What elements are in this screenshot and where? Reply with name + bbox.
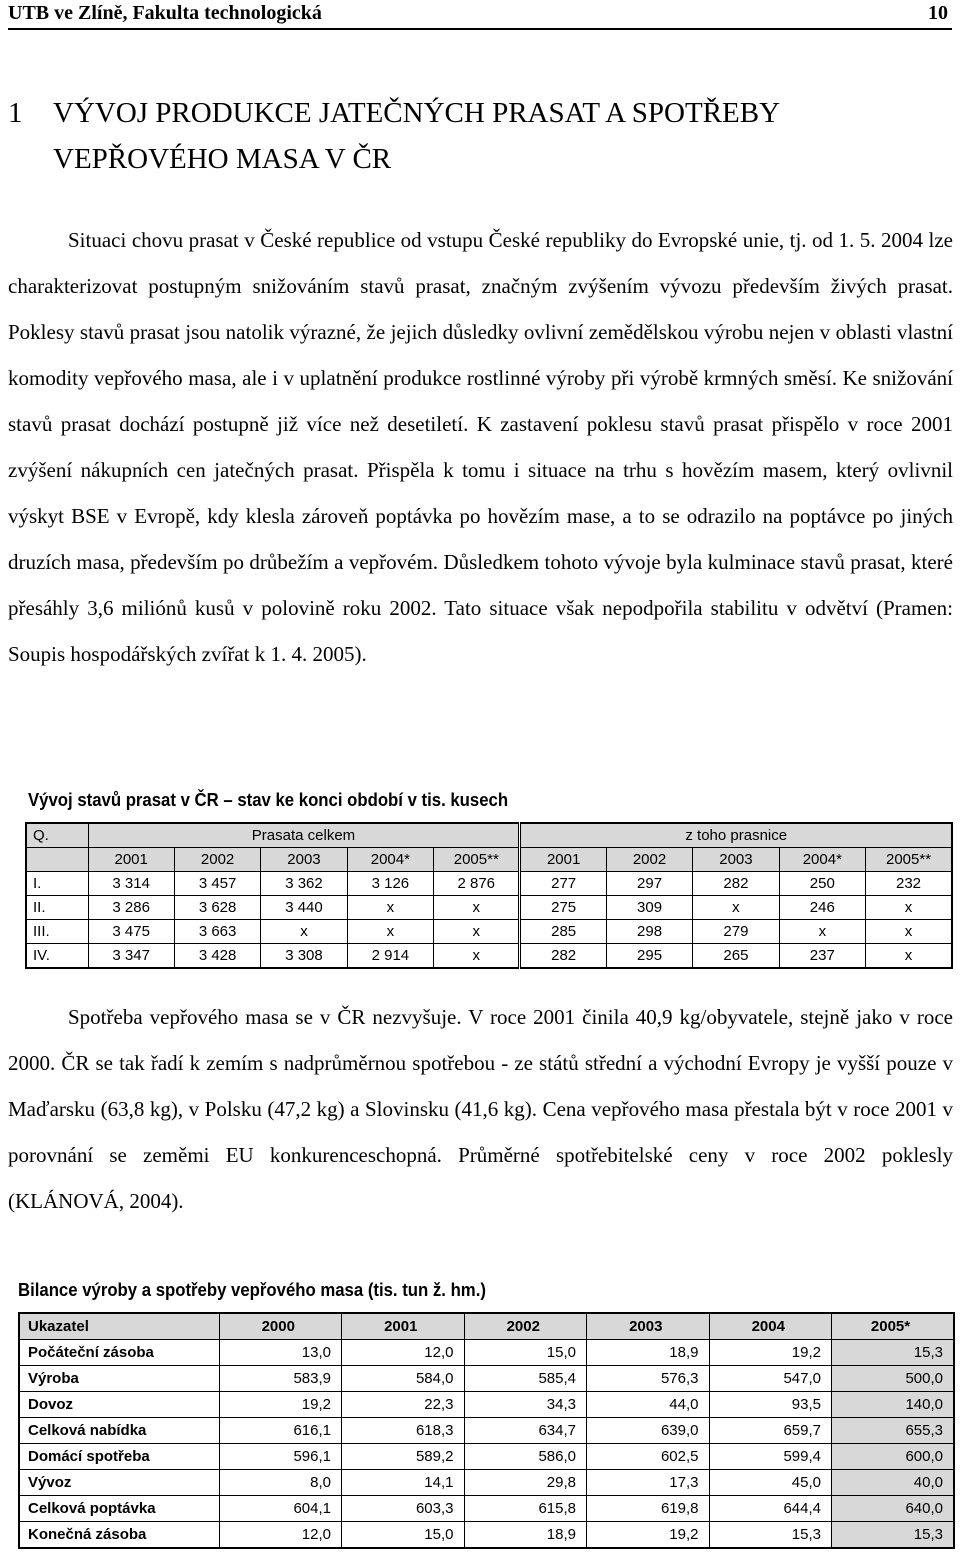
table-cell: 19,2 [587, 1522, 710, 1549]
table2-header-cell: 2000 [219, 1313, 342, 1340]
pig-stock-table [25, 822, 953, 969]
table-cell: 34,3 [464, 1392, 587, 1418]
table1-caption: Vývoj stavů prasat v ČR – stav ke konci období v tis. kusech [28, 790, 509, 810]
table-row [26, 896, 952, 920]
table-cell: x [866, 896, 952, 920]
table-cell: 619,8 [587, 1496, 710, 1522]
table-cell: 17,3 [587, 1470, 710, 1496]
table-cell: 246 [779, 896, 865, 920]
table-row [26, 920, 952, 944]
table2-header-cell: 2004 [709, 1313, 832, 1340]
table1-group2: z toho prasnice [520, 823, 952, 848]
table-cell: 282 [520, 944, 606, 969]
table-cell: 599,4 [709, 1444, 832, 1470]
table2-header [19, 1313, 954, 1340]
chapter-number: 1 [8, 97, 23, 129]
table-cell: 600,0 [832, 1444, 955, 1470]
table1-group1: Prasata celkem [88, 823, 520, 848]
table-cell: 2 914 [347, 944, 433, 969]
table-cell: 15,3 [832, 1522, 955, 1549]
table-cell: 15,3 [832, 1340, 955, 1366]
table-cell: 237 [779, 944, 865, 969]
table-cell: 12,0 [219, 1522, 342, 1549]
table-cell: 13,0 [219, 1340, 342, 1366]
table-cell: 45,0 [709, 1470, 832, 1496]
table-cell: 14,1 [342, 1470, 465, 1496]
table-cell: 15,0 [342, 1522, 465, 1549]
table-cell: x [434, 944, 520, 969]
table-cell: x [779, 920, 865, 944]
table-cell: 3 475 [88, 920, 174, 944]
table-cell: 93,5 [709, 1392, 832, 1418]
table-cell: 576,3 [587, 1366, 710, 1392]
quarter-label: IV. [26, 944, 88, 969]
table-cell: 309 [606, 896, 692, 920]
table-cell: 295 [606, 944, 692, 969]
table-cell: 659,7 [709, 1418, 832, 1444]
table-cell: 615,8 [464, 1496, 587, 1522]
table-cell: 639,0 [587, 1418, 710, 1444]
table-cell: x [347, 896, 433, 920]
table-cell: x [261, 920, 347, 944]
table-row [19, 1418, 954, 1444]
table-cell: 3 308 [261, 944, 347, 969]
year-cell: 2001 [88, 848, 174, 872]
table-cell: x [347, 920, 433, 944]
table-cell: 596,1 [219, 1444, 342, 1470]
table-cell: 3 314 [88, 872, 174, 896]
table-row [19, 1444, 954, 1470]
table-cell: 3 362 [261, 872, 347, 896]
table-cell: 275 [520, 896, 606, 920]
chapter-heading [8, 90, 908, 182]
table2-caption: Bilance výroby a spotřeby vepřového masa (tis. tun ž. hm.) [18, 1280, 486, 1300]
table1-corner: Q. [26, 823, 88, 848]
table-cell: 3 428 [174, 944, 260, 969]
table-cell: 584,0 [342, 1366, 465, 1392]
table-row [26, 872, 952, 896]
page-number: 10 [928, 2, 948, 24]
table-cell: 655,3 [832, 1418, 955, 1444]
table-cell: x [693, 896, 779, 920]
pork-balance-table [18, 1312, 955, 1549]
year-cell: 2005** [434, 848, 520, 872]
table2-header-cell: 2005* [832, 1313, 955, 1340]
table2-header-cell: 2002 [464, 1313, 587, 1340]
table-cell: 2 876 [434, 872, 520, 896]
table-cell: 3 663 [174, 920, 260, 944]
table-cell: x [866, 944, 952, 969]
table-cell: 279 [693, 920, 779, 944]
table-cell: 3 126 [347, 872, 433, 896]
year-cell: 2004* [779, 848, 865, 872]
table-row [19, 1340, 954, 1366]
table-cell: 19,2 [219, 1392, 342, 1418]
year-cell: 2005** [866, 848, 952, 872]
table-cell: 589,2 [342, 1444, 465, 1470]
row-label: Počáteční zásoba [19, 1340, 219, 1366]
table-row [19, 1470, 954, 1496]
year-cell: 2003 [261, 848, 347, 872]
table-cell: 586,0 [464, 1444, 587, 1470]
table-row [19, 1366, 954, 1392]
year-cell: 2003 [693, 848, 779, 872]
table-cell: 29,8 [464, 1470, 587, 1496]
row-label: Výroba [19, 1366, 219, 1392]
table-cell: 19,2 [709, 1340, 832, 1366]
table-cell: 602,5 [587, 1444, 710, 1470]
table1-group-header [26, 823, 952, 848]
table-cell: 603,3 [342, 1496, 465, 1522]
table-cell: 644,4 [709, 1496, 832, 1522]
body-paragraph-2 [8, 994, 953, 1224]
table-cell: 140,0 [832, 1392, 955, 1418]
table-cell: 3 628 [174, 896, 260, 920]
row-label: Konečná zásoba [19, 1522, 219, 1549]
page-header [8, 0, 952, 30]
table-cell: 618,3 [342, 1418, 465, 1444]
table-cell: 583,9 [219, 1366, 342, 1392]
paragraph-text: Situaci chovu prasat v České republice od vstupu České republiky do Evropské unie, tj. od 1. 5. 2004 lze charakterizovat postupným snižováním stavů prasat, značným zvýšením vývozu především živých prasat. Poklesy stavů prasat jsou natolik výrazné, že jejich důsledky ovlivní zemědělskou výrobu nejen v oblasti vlastní komodity vepřového masa, ale i v uplatnění produkce rostlinné výroby při výrobě krmných směsí. Ke snižování stavů prasat dochází postupně již více než desetiletí. K zastavení poklesu stavů prasat přispělo v roce 2001 zvýšení nákupních cen jatečných prasat. Přispěla k tomu i situace na trhu s hovězím masem, který ovlivnil výskyt BSE v Evropě, kdy klesla zároveň poptávka po hovězím mase, a to se odrazilo na poptávce po jiných druzích masa, především po drůbežím a vepřovém. Důsledkem tohoto vývoje byla kulminace stavů prasat, které přesáhly 3,6 miliónů kusů v polovině roku 2002. Tato situace však nepodpořila stabilitu v odvětví (Pramen: Soupis hospodářských zvířat k 1. 4. 2005). [8, 228, 953, 666]
row-label: Dovoz [19, 1392, 219, 1418]
table-cell: 12,0 [342, 1340, 465, 1366]
table-cell: 282 [693, 872, 779, 896]
table-row [19, 1496, 954, 1522]
row-label: Celková poptávka [19, 1496, 219, 1522]
table1-year-header [26, 848, 952, 872]
table-cell: 250 [779, 872, 865, 896]
table-cell: 22,3 [342, 1392, 465, 1418]
row-label: Vývoz [19, 1470, 219, 1496]
table-cell: x [434, 920, 520, 944]
year-cell: 2004* [347, 848, 433, 872]
table-cell: 15,3 [709, 1522, 832, 1549]
table-cell: x [434, 896, 520, 920]
table-cell: 3 347 [88, 944, 174, 969]
table-cell: 634,7 [464, 1418, 587, 1444]
row-label: Domácí spotřeba [19, 1444, 219, 1470]
table-cell: 232 [866, 872, 952, 896]
table-cell: 285 [520, 920, 606, 944]
table-cell: x [866, 920, 952, 944]
table-cell: 8,0 [219, 1470, 342, 1496]
table-row [19, 1392, 954, 1418]
table-cell: 40,0 [832, 1470, 955, 1496]
table-cell: 3 457 [174, 872, 260, 896]
table-cell: 44,0 [587, 1392, 710, 1418]
header-title: UTB ve Zlíně, Fakulta technologická [8, 2, 322, 24]
year-cell: 2001 [520, 848, 606, 872]
table-cell: 15,0 [464, 1340, 587, 1366]
table-cell: 3 440 [261, 896, 347, 920]
table-row [26, 944, 952, 969]
table-cell: 604,1 [219, 1496, 342, 1522]
table-cell: 640,0 [832, 1496, 955, 1522]
quarter-label: III. [26, 920, 88, 944]
paragraph-text: Spotřeba vepřového masa se v ČR nezvyšuje. V roce 2001 činila 40,9 kg/obyvatele, stejně jako v roce 2000. ČR se tak řadí k zemím s nadprůměrnou spotřebou - ze států střední a východní Evropy je vyšší pouze v Maďarsku (63,8 kg), v Polsku (47,2 kg) a Slovinsku (41,6 kg). Cena vepřového masa přestala být v roce 2001 v porovnání se zeměmi EU konkurenceschopná. Průměrné spotřebitelské ceny v roce 2002 poklesly (KLÁNOVÁ, 2004). [8, 1005, 953, 1213]
quarter-label: I. [26, 872, 88, 896]
table-cell: 277 [520, 872, 606, 896]
year-cell: 2002 [174, 848, 260, 872]
year-cell: 2002 [606, 848, 692, 872]
table-cell: 585,4 [464, 1366, 587, 1392]
body-paragraph-1 [8, 217, 953, 677]
chapter-title-line2: VEPŘOVÉHO MASA V ČR [53, 143, 392, 175]
quarter-label: II. [26, 896, 88, 920]
table-cell: 298 [606, 920, 692, 944]
table-cell: 547,0 [709, 1366, 832, 1392]
table-cell: 500,0 [832, 1366, 955, 1392]
table-cell: 265 [693, 944, 779, 969]
table-cell: 18,9 [587, 1340, 710, 1366]
table-cell: 616,1 [219, 1418, 342, 1444]
table-cell: 18,9 [464, 1522, 587, 1549]
table-cell: 3 286 [88, 896, 174, 920]
table-cell: 297 [606, 872, 692, 896]
table-row [19, 1522, 954, 1549]
table2-header-cell: 2001 [342, 1313, 465, 1340]
chapter-title-line1: VÝVOJ PRODUKCE JATEČNÝCH PRASAT A SPOTŘEBY [53, 97, 781, 129]
table2-header-cell: 2003 [587, 1313, 710, 1340]
table2-header-cell: Ukazatel [19, 1313, 219, 1340]
row-label: Celková nabídka [19, 1418, 219, 1444]
